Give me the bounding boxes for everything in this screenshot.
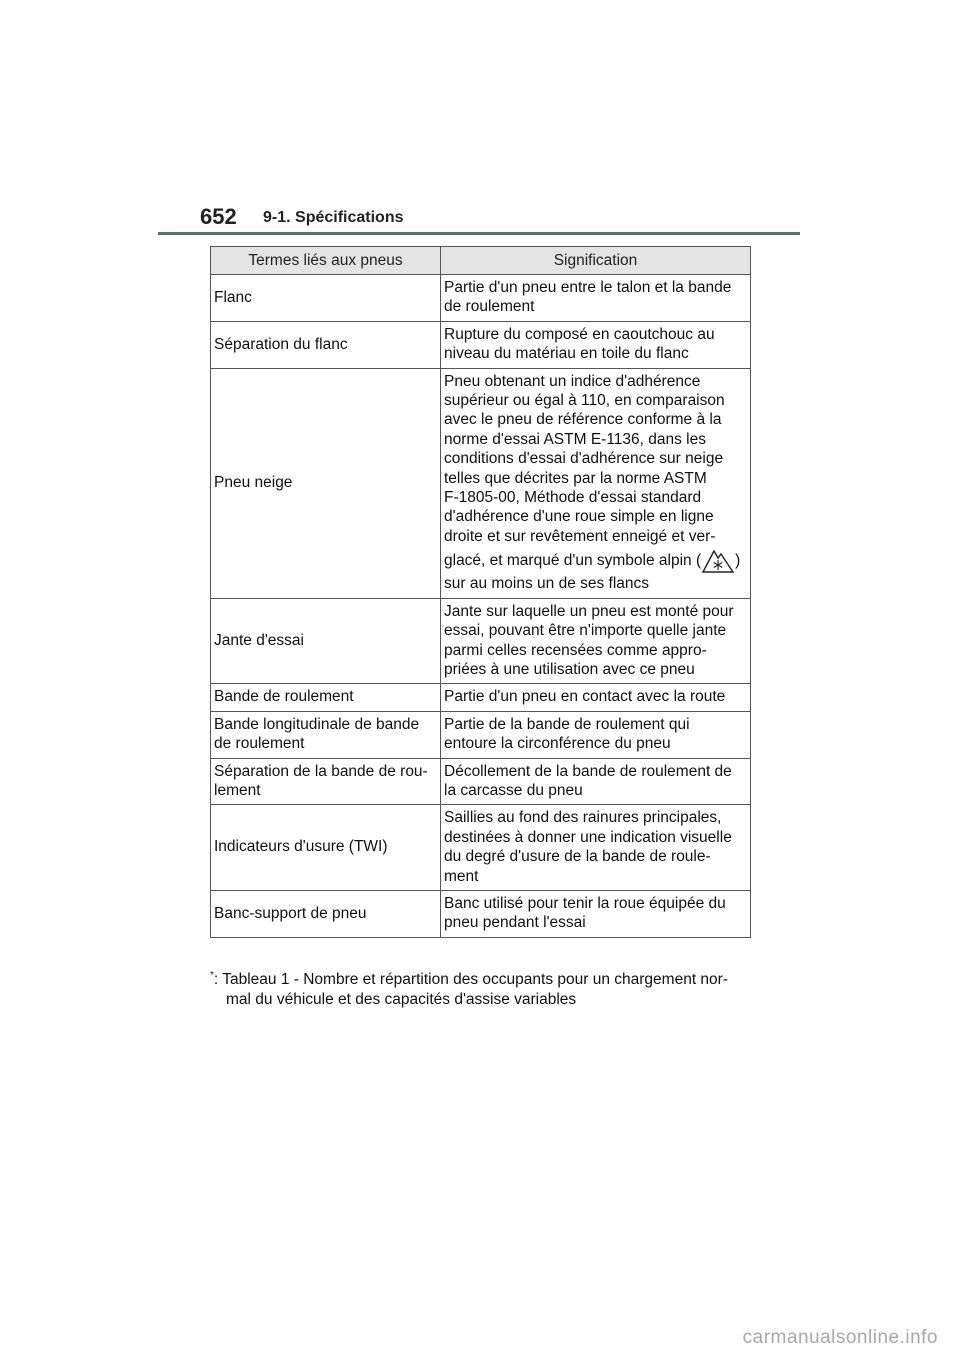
term-cell: Séparation du flanc [211, 321, 441, 368]
meaning-cell: Partie d'un pneu entre le talon et la bande de roulement [441, 275, 751, 322]
table-footnote: *: Tableau 1 - Nombre et répartition des occupants pour un chargement nor- mal du véhicule et des capacités d'assise variables [210, 970, 728, 1008]
table-row [211, 368, 751, 598]
mountain-snowflake-icon [701, 546, 735, 574]
meaning-cell: Rupture du composé en caoutchouc au niveau du matériau en toile du flanc [441, 321, 751, 368]
term-cell: Banc-support de pneu [211, 890, 441, 937]
section-title: 9-1. Spécifications [263, 209, 404, 226]
table-row [211, 598, 751, 684]
meaning-cell: Partie d'un pneu en contact avec la route [441, 684, 751, 711]
meaning-cell: Pneu obtenant un indice d'adhérence supérieur ou égal à 110, en comparaison avec le pneu de référence conforme à la norme d'essai ASTM E-1136, dans les conditions d'essai d'adhérence sur neige telles que décrites par la norme ASTM F-1805-00, Méthode d'essai standard d'adhérence d'une roue simple en ligne droite et sur revêtement enneigé et ver- glacé, et marqué d'un symbole alpin ( ) sur au moins un de ses flancs [441, 368, 751, 598]
table-row [211, 758, 751, 805]
meaning-cell: Saillies au fond des rainures principales, destinées à donner une indication visuelle du degré d'usure de la bande de roule- ment [441, 805, 751, 891]
header-term: Termes liés aux pneus [211, 247, 441, 275]
header-rule [158, 232, 800, 235]
table-header-row [211, 247, 751, 275]
term-cell: Séparation de la bande de rou- lement [211, 758, 441, 805]
meaning-cell: Banc utilisé pour tenir la roue équipée du pneu pendant l'essai [441, 890, 751, 937]
table-row [211, 805, 751, 891]
term-cell: Bande longitudinale de bande de roulement [211, 711, 441, 758]
meaning-cell: Jante sur laquelle un pneu est monté pour essai, pouvant être n'importe quelle jante parmi celles recensées comme appro- priées à une utilisation avec ce pneu [441, 598, 751, 684]
term-cell: Indicateurs d'usure (TWI) [211, 805, 441, 891]
watermark: carmanualsonline.info [742, 1327, 938, 1348]
term-cell: Pneu neige [211, 368, 441, 598]
term-cell: Flanc [211, 275, 441, 322]
term-cell: Bande de roulement [211, 684, 441, 711]
table-row [211, 890, 751, 937]
header-meaning: Signification [441, 247, 751, 275]
alpine-symbol-line: glacé, et marqué d'un symbole alpin ( ) [444, 546, 740, 574]
table-row [211, 321, 751, 368]
tire-terms-table [210, 246, 751, 938]
term-cell: Jante d'essai [211, 598, 441, 684]
meaning-cell: Décollement de la bande de roulement de la carcasse du pneu [441, 758, 751, 805]
meaning-cell: Partie de la bande de roulement qui entoure la circonférence du pneu [441, 711, 751, 758]
table-row [211, 711, 751, 758]
table-row [211, 275, 751, 322]
page-number: 652 [200, 204, 237, 229]
table-row [211, 684, 751, 711]
